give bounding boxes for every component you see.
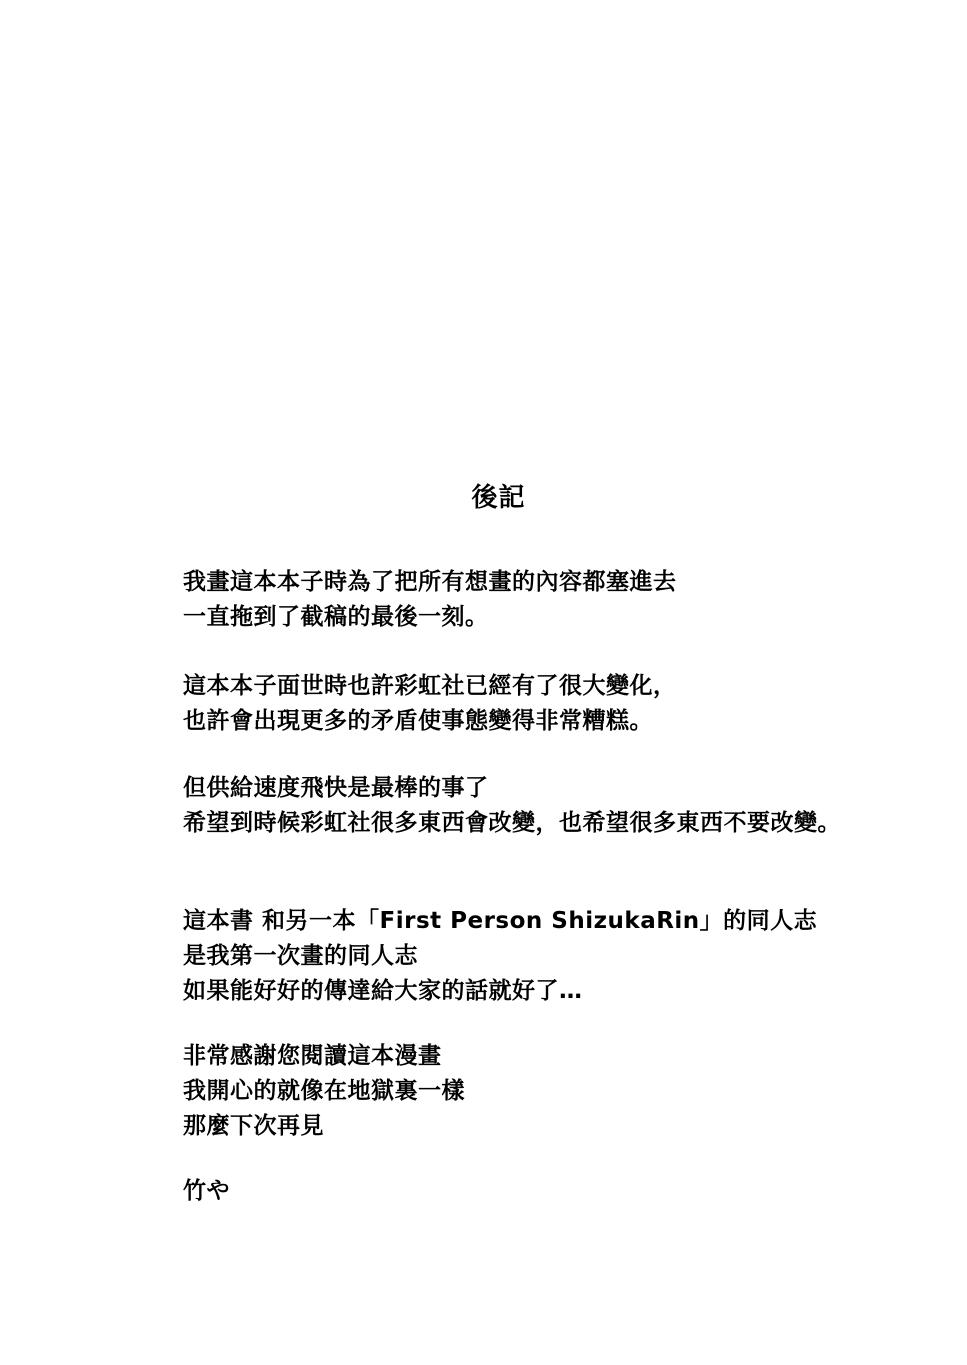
paragraph-1-line-2: 一直拖到了截稿的最後一刻。	[183, 604, 489, 630]
page-title: 後記	[471, 483, 526, 513]
author-signature: 竹や	[183, 1178, 230, 1204]
paragraph-3-line-1: 但供給速度飛快是最棒的事了	[183, 775, 489, 801]
paragraph-5-line-1: 非常感謝您閱讀這本漫畫	[183, 1043, 442, 1069]
paragraph-4-line-1: 這本書 和另一本「First Person ShizukaRin」的同人志	[183, 908, 818, 934]
paragraph-3-line-2: 希望到時候彩虹社很多東西會改變，也希望很多東西不要改變。	[183, 810, 841, 836]
paragraph-2-line-2: 也許會出現更多的矛盾使事態變得非常糟糕。	[183, 708, 653, 734]
paragraph-2-line-1: 這本本子面世時也許彩虹社已經有了很大變化，	[183, 673, 677, 699]
paragraph-5-line-2: 我開心的就像在地獄裏一樣	[183, 1078, 465, 1104]
paragraph-1-line-1: 我畫這本本子時為了把所有想畫的內容都塞進去	[183, 569, 677, 595]
paragraph-4-line-2: 是我第一次畫的同人志	[183, 943, 418, 969]
paragraph-4-line-3: 如果能好好的傳達給大家的話就好了…	[183, 978, 583, 1004]
paragraph-5-line-3: 那麼下次再見	[183, 1113, 324, 1139]
